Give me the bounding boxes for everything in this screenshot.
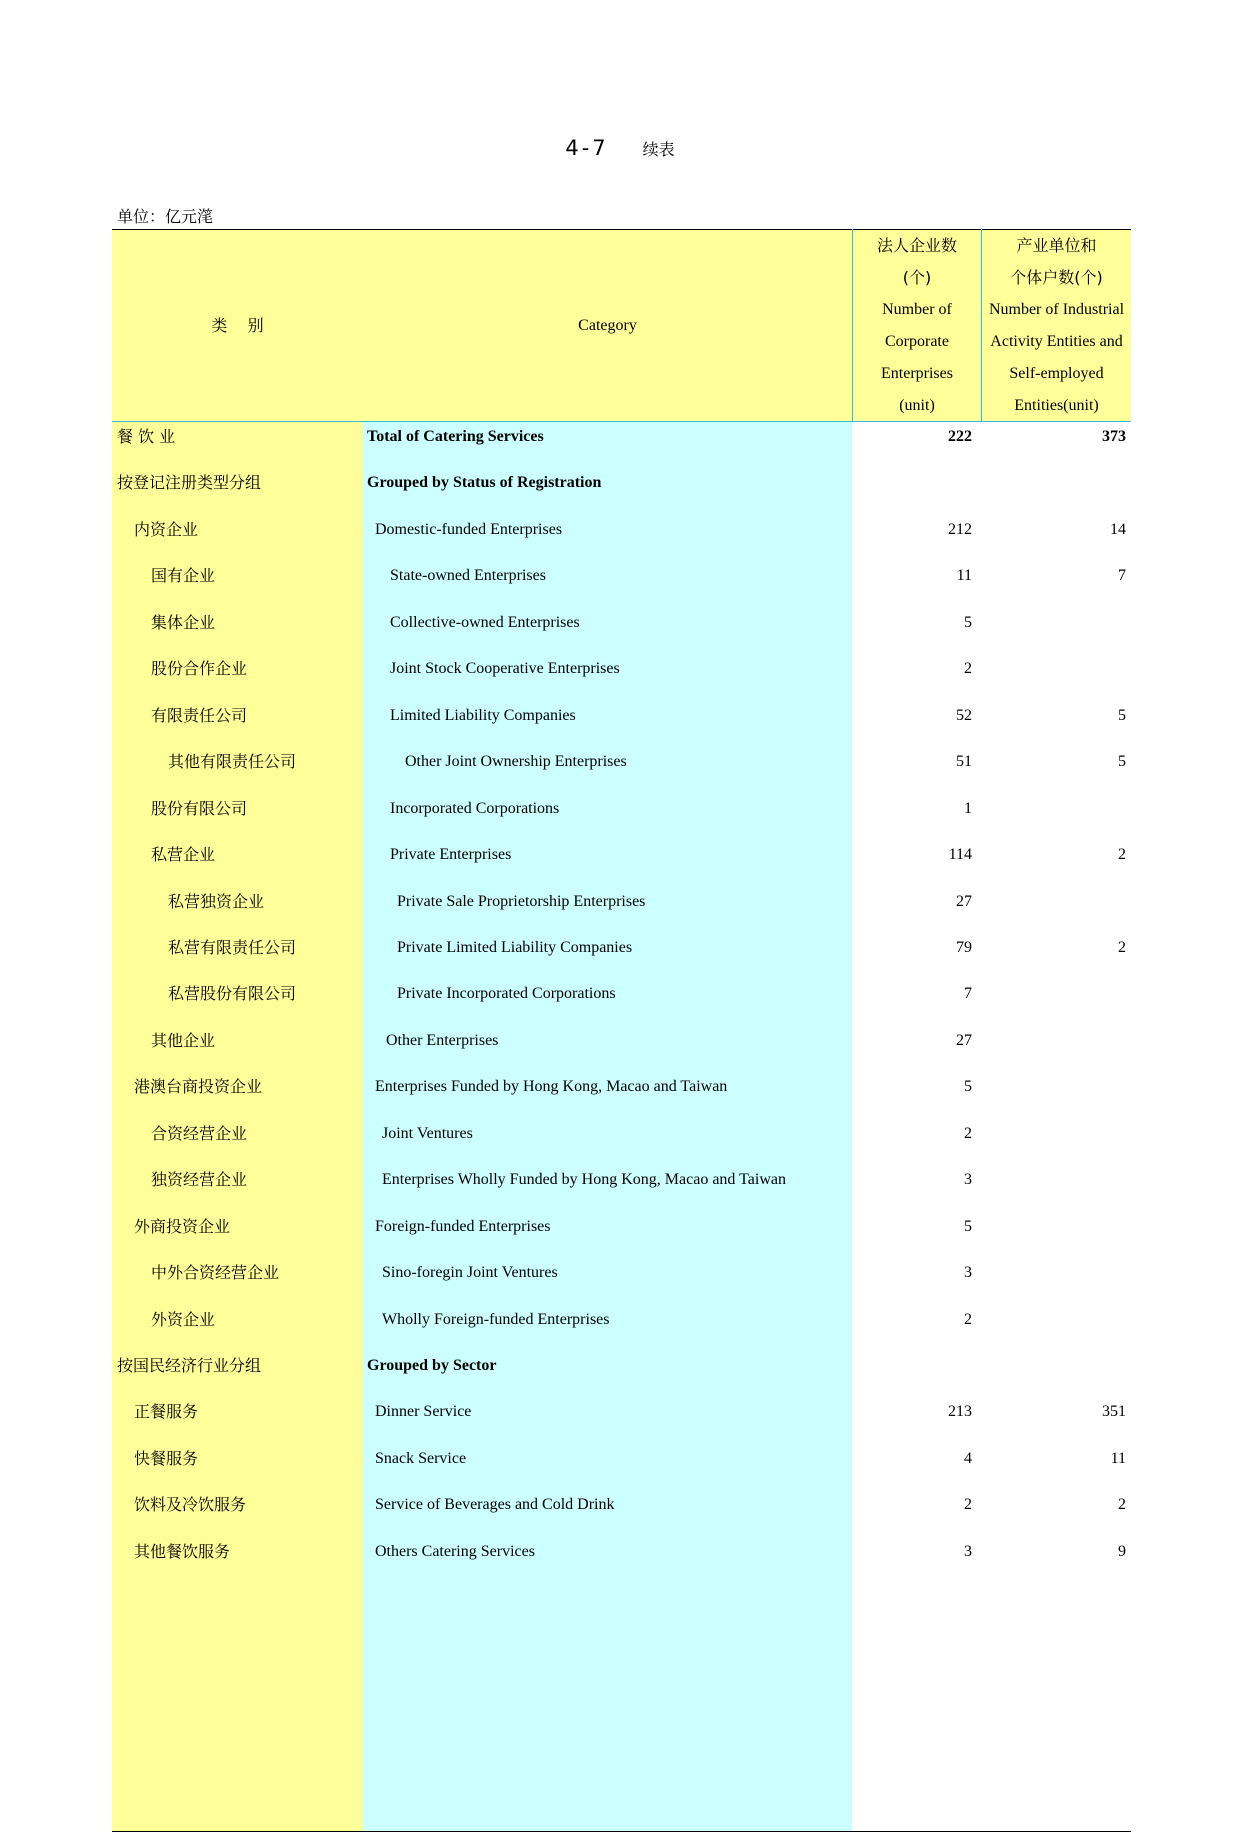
table-row	[112, 1250, 1131, 1296]
header-col1-line: (个)	[902, 268, 932, 287]
row-english-label: Limited Liability Companies	[390, 706, 576, 724]
header-col1-line: (unit)	[899, 397, 935, 414]
row-corporate-enterprises-value: 1	[964, 799, 972, 817]
row-chinese-label: 港澳台商投资企业	[134, 1077, 263, 1097]
header-col2-line: 产业单位和	[1016, 236, 1097, 255]
row-corporate-enterprises-value: 212	[948, 520, 972, 538]
table-row	[112, 832, 1131, 878]
table-row	[112, 1389, 1131, 1435]
row-english-label: Domestic-funded Enterprises	[375, 520, 563, 538]
row-industrial-entities-value: 14	[1110, 520, 1126, 538]
header-col1-line: 法人企业数	[876, 236, 957, 255]
row-chinese-label: 私营企业	[151, 845, 216, 865]
header-col1-line: Enterprises	[881, 365, 953, 382]
row-english-label: Joint Ventures	[382, 1124, 473, 1142]
row-chinese-label: 国有企业	[151, 566, 216, 586]
row-corporate-enterprises-value: 2	[964, 1310, 972, 1328]
row-chinese-label: 饮料及冷饮服务	[134, 1495, 247, 1515]
row-industrial-entities-value: 2	[1118, 1496, 1126, 1514]
table-row	[112, 1018, 1131, 1064]
row-chinese-label: 股份合作企业	[151, 659, 248, 679]
header-col1-line: Number of	[882, 301, 952, 318]
row-english-label: Grouped by Sector	[367, 1357, 497, 1374]
row-corporate-enterprises-value: 79	[956, 938, 972, 956]
row-corporate-enterprises-value: 27	[956, 892, 972, 910]
row-chinese-label: 私营独资企业	[168, 891, 265, 911]
header-english-category: Category	[578, 317, 637, 334]
row-english-label: Private Sale Proprietorship Enterprises	[397, 892, 646, 910]
row-english-label: Service of Beverages and Cold Drink	[375, 1496, 615, 1514]
row-chinese-label: 合资经营企业	[151, 1123, 248, 1143]
row-corporate-enterprises-value: 2	[964, 1496, 972, 1514]
row-english-label: Enterprises Funded by Hong Kong, Macao and Taiwan	[375, 1078, 728, 1096]
row-corporate-enterprises-value: 7	[964, 985, 972, 1003]
table-row	[112, 553, 1131, 599]
row-industrial-entities-value: 373	[1102, 428, 1126, 445]
row-english-label: Other Joint Ownership Enterprises	[405, 753, 627, 771]
row-english-label: Snack Service	[375, 1449, 467, 1467]
row-english-label: Other Enterprises	[386, 1031, 499, 1049]
table-row	[112, 879, 1131, 925]
row-english-label: Others Catering Services	[375, 1542, 535, 1560]
header-col2-line: Self-employed	[1009, 365, 1104, 382]
table-row	[112, 507, 1131, 553]
row-corporate-enterprises-value: 27	[956, 1031, 972, 1049]
row-chinese-label: 集体企业	[151, 612, 216, 632]
row-chinese-label: 餐 饮 业	[117, 427, 176, 446]
row-industrial-entities-value: 351	[1102, 1403, 1126, 1421]
row-industrial-entities-value: 9	[1118, 1542, 1126, 1560]
row-english-label: Private Limited Liability Companies	[397, 938, 633, 956]
row-chinese-label: 外资企业	[151, 1309, 216, 1329]
row-chinese-label: 独资经营企业	[151, 1170, 248, 1190]
row-corporate-enterprises-value: 3	[964, 1542, 972, 1560]
table-row	[112, 739, 1131, 785]
row-chinese-label: 私营有限责任公司	[168, 937, 297, 957]
row-corporate-enterprises-value: 2	[964, 660, 972, 678]
table-row	[112, 971, 1131, 1017]
row-corporate-enterprises-value: 11	[956, 567, 972, 585]
row-chinese-label: 外商投资企业	[134, 1216, 231, 1236]
row-corporate-enterprises-value: 5	[964, 1078, 972, 1096]
row-corporate-enterprises-value: 3	[964, 1171, 972, 1189]
row-industrial-entities-value: 2	[1118, 938, 1126, 956]
header-col1-line: Corporate	[885, 333, 949, 350]
row-industrial-entities-value: 11	[1110, 1449, 1126, 1467]
table-row	[112, 1157, 1131, 1203]
header-corporate-enterprises	[853, 230, 981, 422]
table-row	[112, 693, 1131, 739]
table-row	[112, 786, 1131, 832]
row-corporate-enterprises-value: 5	[964, 1217, 972, 1235]
row-industrial-entities-value: 5	[1118, 753, 1126, 771]
table-row	[112, 460, 1131, 506]
row-english-label: Total of Catering Services	[367, 428, 544, 445]
row-corporate-enterprises-value: 114	[948, 846, 972, 864]
row-english-label: Enterprises Wholly Funded by Hong Kong, Macao and Taiwan	[382, 1171, 786, 1189]
row-chinese-label: 正餐服务	[134, 1402, 199, 1422]
row-chinese-label: 私营股份有限公司	[168, 984, 297, 1004]
row-chinese-label: 快餐服务	[134, 1448, 199, 1468]
table-row	[112, 414, 1131, 460]
row-english-label: State-owned Enterprises	[390, 567, 546, 585]
row-chinese-label: 其他企业	[151, 1030, 216, 1050]
header-chinese-category: 类 别	[211, 316, 264, 335]
row-corporate-enterprises-value: 3	[964, 1264, 972, 1282]
header-col2-line: 个体户数(个)	[1010, 268, 1103, 287]
row-corporate-enterprises-value: 2	[964, 1124, 972, 1142]
table-title	[0, 136, 1240, 160]
row-corporate-enterprises-value: 213	[948, 1403, 972, 1421]
row-english-label: Foreign-funded Enterprises	[375, 1217, 551, 1235]
row-english-label: Sino-foregin Joint Ventures	[382, 1264, 558, 1282]
table-row	[112, 1436, 1131, 1482]
row-english-label: Private Incorporated Corporations	[397, 985, 616, 1003]
row-chinese-label: 中外合资经营企业	[151, 1263, 280, 1283]
row-chinese-label: 按国民经济行业分组	[117, 1356, 262, 1375]
row-corporate-enterprises-value: 52	[956, 706, 972, 724]
row-corporate-enterprises-value: 222	[948, 428, 972, 445]
row-industrial-entities-value: 7	[1118, 567, 1126, 585]
table-row	[112, 1343, 1131, 1389]
row-english-label: Joint Stock Cooperative Enterprises	[390, 660, 620, 678]
header-col2-line: Number of Industrial	[988, 301, 1125, 318]
table-row	[112, 1204, 1131, 1250]
row-chinese-label: 其他餐饮服务	[134, 1541, 231, 1561]
row-chinese-label: 其他有限责任公司	[168, 752, 297, 772]
row-chinese-label: 按登记注册类型分组	[117, 473, 262, 493]
header-col2-line: Activity Entities and	[990, 333, 1123, 350]
table-title-text: 续表	[642, 140, 675, 159]
header-col2-line: Entities(unit)	[1014, 397, 1099, 414]
table-row	[112, 1297, 1131, 1343]
table-row	[112, 1111, 1131, 1157]
table-row	[112, 646, 1131, 692]
row-english-label: Private Enterprises	[390, 846, 512, 864]
row-chinese-label: 有限责任公司	[151, 705, 248, 725]
row-corporate-enterprises-value: 4	[964, 1449, 972, 1467]
table-row	[112, 1482, 1131, 1528]
unit-label: 单位：亿元滗	[117, 207, 214, 226]
row-english-label: Grouped by Status of Registration	[367, 474, 602, 492]
row-chinese-label: 股份有限公司	[151, 798, 248, 818]
table-row	[112, 1529, 1131, 1575]
table-number: 4-7	[565, 136, 609, 160]
row-english-label: Collective-owned Enterprises	[390, 613, 580, 631]
row-chinese-label: 内资企业	[134, 519, 199, 539]
row-industrial-entities-value: 2	[1118, 846, 1126, 864]
row-corporate-enterprises-value: 5	[964, 613, 972, 631]
row-corporate-enterprises-value: 51	[956, 753, 972, 771]
table-row	[112, 1064, 1131, 1110]
table-row	[112, 925, 1131, 971]
row-industrial-entities-value: 5	[1118, 706, 1126, 724]
table-row	[112, 600, 1131, 646]
header-industrial-entities	[982, 230, 1131, 422]
row-english-label: Wholly Foreign-funded Enterprises	[382, 1310, 610, 1328]
row-english-label: Dinner Service	[375, 1403, 472, 1421]
row-english-label: Incorporated Corporations	[390, 799, 560, 817]
